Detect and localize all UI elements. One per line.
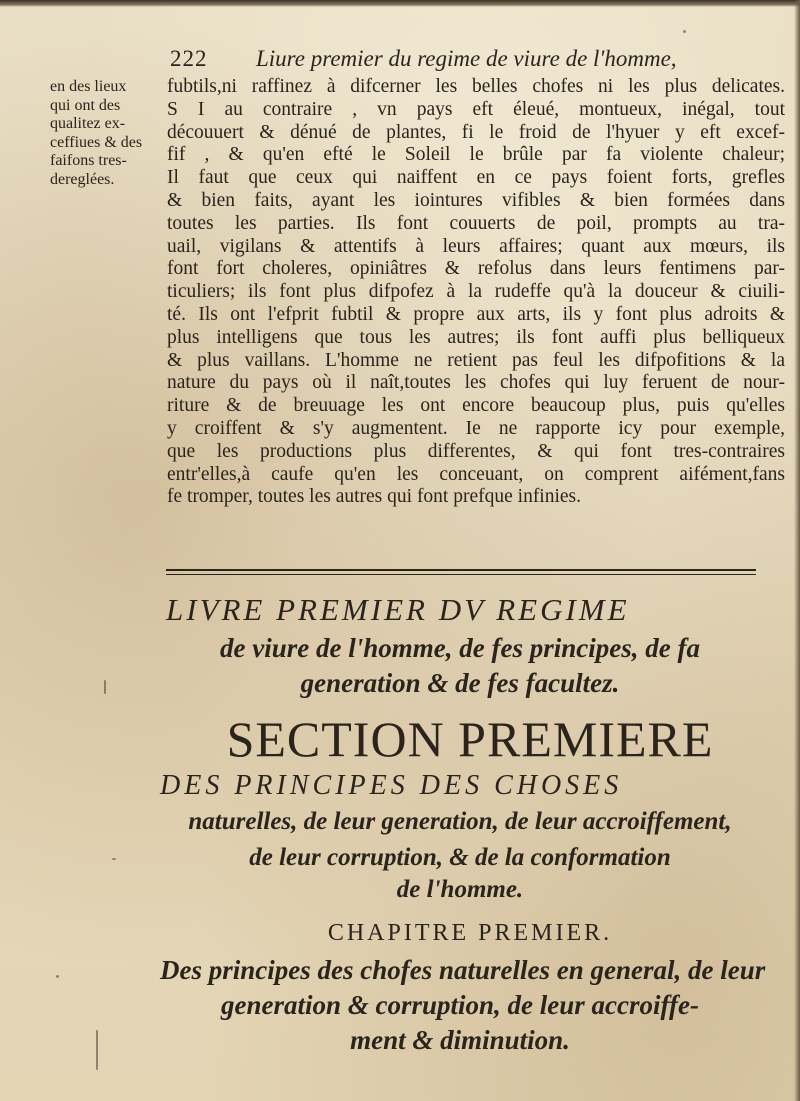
section-divider-thick (166, 569, 756, 571)
page-number: 222 (170, 46, 208, 71)
body-line: uail, vigilans & attentifs à leurs affaires; quant aux mœurs, ils (167, 235, 785, 257)
margin-note-line: dereglées. (50, 170, 115, 188)
ink-speck (104, 680, 106, 694)
body-line: toutes les parties. Ils font couuerts de poil, prompts au tra- (167, 212, 785, 234)
body-line: riture & de breuuage les ont encore beaucoup plus, puis qu'elles (167, 395, 785, 417)
body-line: Il faut que ceux qui naiffent en ce pays foient forts, grefles (167, 167, 785, 189)
body-line: fubtils,ni raffinez à difcerner les belles chofes ni les plus delicates. (167, 76, 785, 97)
body-paragraph (167, 76, 785, 509)
chapter-subtitle-line: ment & diminution. (350, 1025, 570, 1055)
body-line: entr'elles,à caufe qu'en les conceuant, on comprent aifément,fans (167, 463, 785, 485)
body-line: font fort choleres, opiniâtres & refolus dans leurs fentimens par- (167, 258, 785, 280)
chapter-subtitle-line: generation & corruption, de leur accroiffe- (221, 990, 699, 1020)
running-header (170, 44, 790, 76)
body-line: té. Ils ont l'efprit fubtil & propre aux arts, ils y font plus adroits & (167, 303, 785, 325)
page-right-edge (794, 0, 800, 1101)
body-line: y croiffent & s'y augmentent. Ie ne rapporte icy pour exemple, (167, 417, 785, 439)
book-title-line: de viure de l'homme, de fes principes, de fa (220, 633, 700, 663)
body-line: ticuliers; ils font plus difpofez à la rudeffe qu'à la douceur & ciuili- (167, 281, 785, 303)
section-heading: SECTION PREMIERE (226, 711, 714, 767)
section-subtitle-line: naturelles, de leur generation, de leur accroiffement, (188, 808, 732, 835)
margin-note-line: faifons tres- (50, 152, 127, 169)
running-title: Liure premier du regime de viure de l'homme, (256, 46, 677, 71)
body-line: fif , & qu'en efté le Soleil le brûle par fa violente chaleur; (167, 144, 785, 166)
body-line: & plus vaillans. L'homme ne retient pas feul les difpofitions & la (167, 349, 785, 371)
body-line: que les productions plus differentes, & qui font tres-contraires (167, 440, 785, 462)
section-divider-thin (166, 574, 756, 575)
section-subtitle-line: de leur corruption, & de la conformation (249, 844, 671, 871)
margin-note-line: ceffiues & des (50, 133, 143, 151)
margin-note-line: qui ont des (50, 96, 121, 114)
book-title-line: LIVRE PREMIER DV REGIME (166, 592, 630, 627)
body-line: plus intelligens que tous les autres; ils font auffi plus belliqueux (167, 326, 785, 348)
body-line: nature du pays où il naît,toutes les chofes qui luy feruent de nour- (167, 372, 785, 394)
section-subtitle-line: de l'homme. (396, 876, 524, 903)
margin-note (50, 78, 170, 189)
page-top-edge (0, 0, 800, 7)
body-line: S I au contraire , vn pays eft éleué, montueux, inégal, tout (167, 98, 785, 120)
body-line: découuert & dénué de plantes, fi le froid de l'hyuer y eft excef- (167, 121, 785, 143)
book-title-line: generation & de fes facultez. (300, 668, 620, 698)
ink-speck (683, 30, 686, 33)
section-subtitle-line: DES PRINCIPES DES CHOSES (160, 770, 623, 801)
body-line: fe tromper, toutes les autres qui font prefque infinies. (167, 486, 582, 508)
ink-speck (56, 975, 59, 978)
chapter-heading: CHAPITRE PREMIER. (327, 920, 613, 946)
body-line: & bien faits, ayant les iointures vifibles & bien formées dans (167, 189, 785, 211)
chapter-subtitle-line: Des principes des chofes naturelles en general, de leur (160, 955, 766, 985)
margin-note-line: en des lieux (50, 78, 127, 95)
ink-speck (96, 1030, 98, 1070)
margin-note-line: qualitez ex- (50, 115, 126, 132)
ink-speck (112, 858, 116, 860)
